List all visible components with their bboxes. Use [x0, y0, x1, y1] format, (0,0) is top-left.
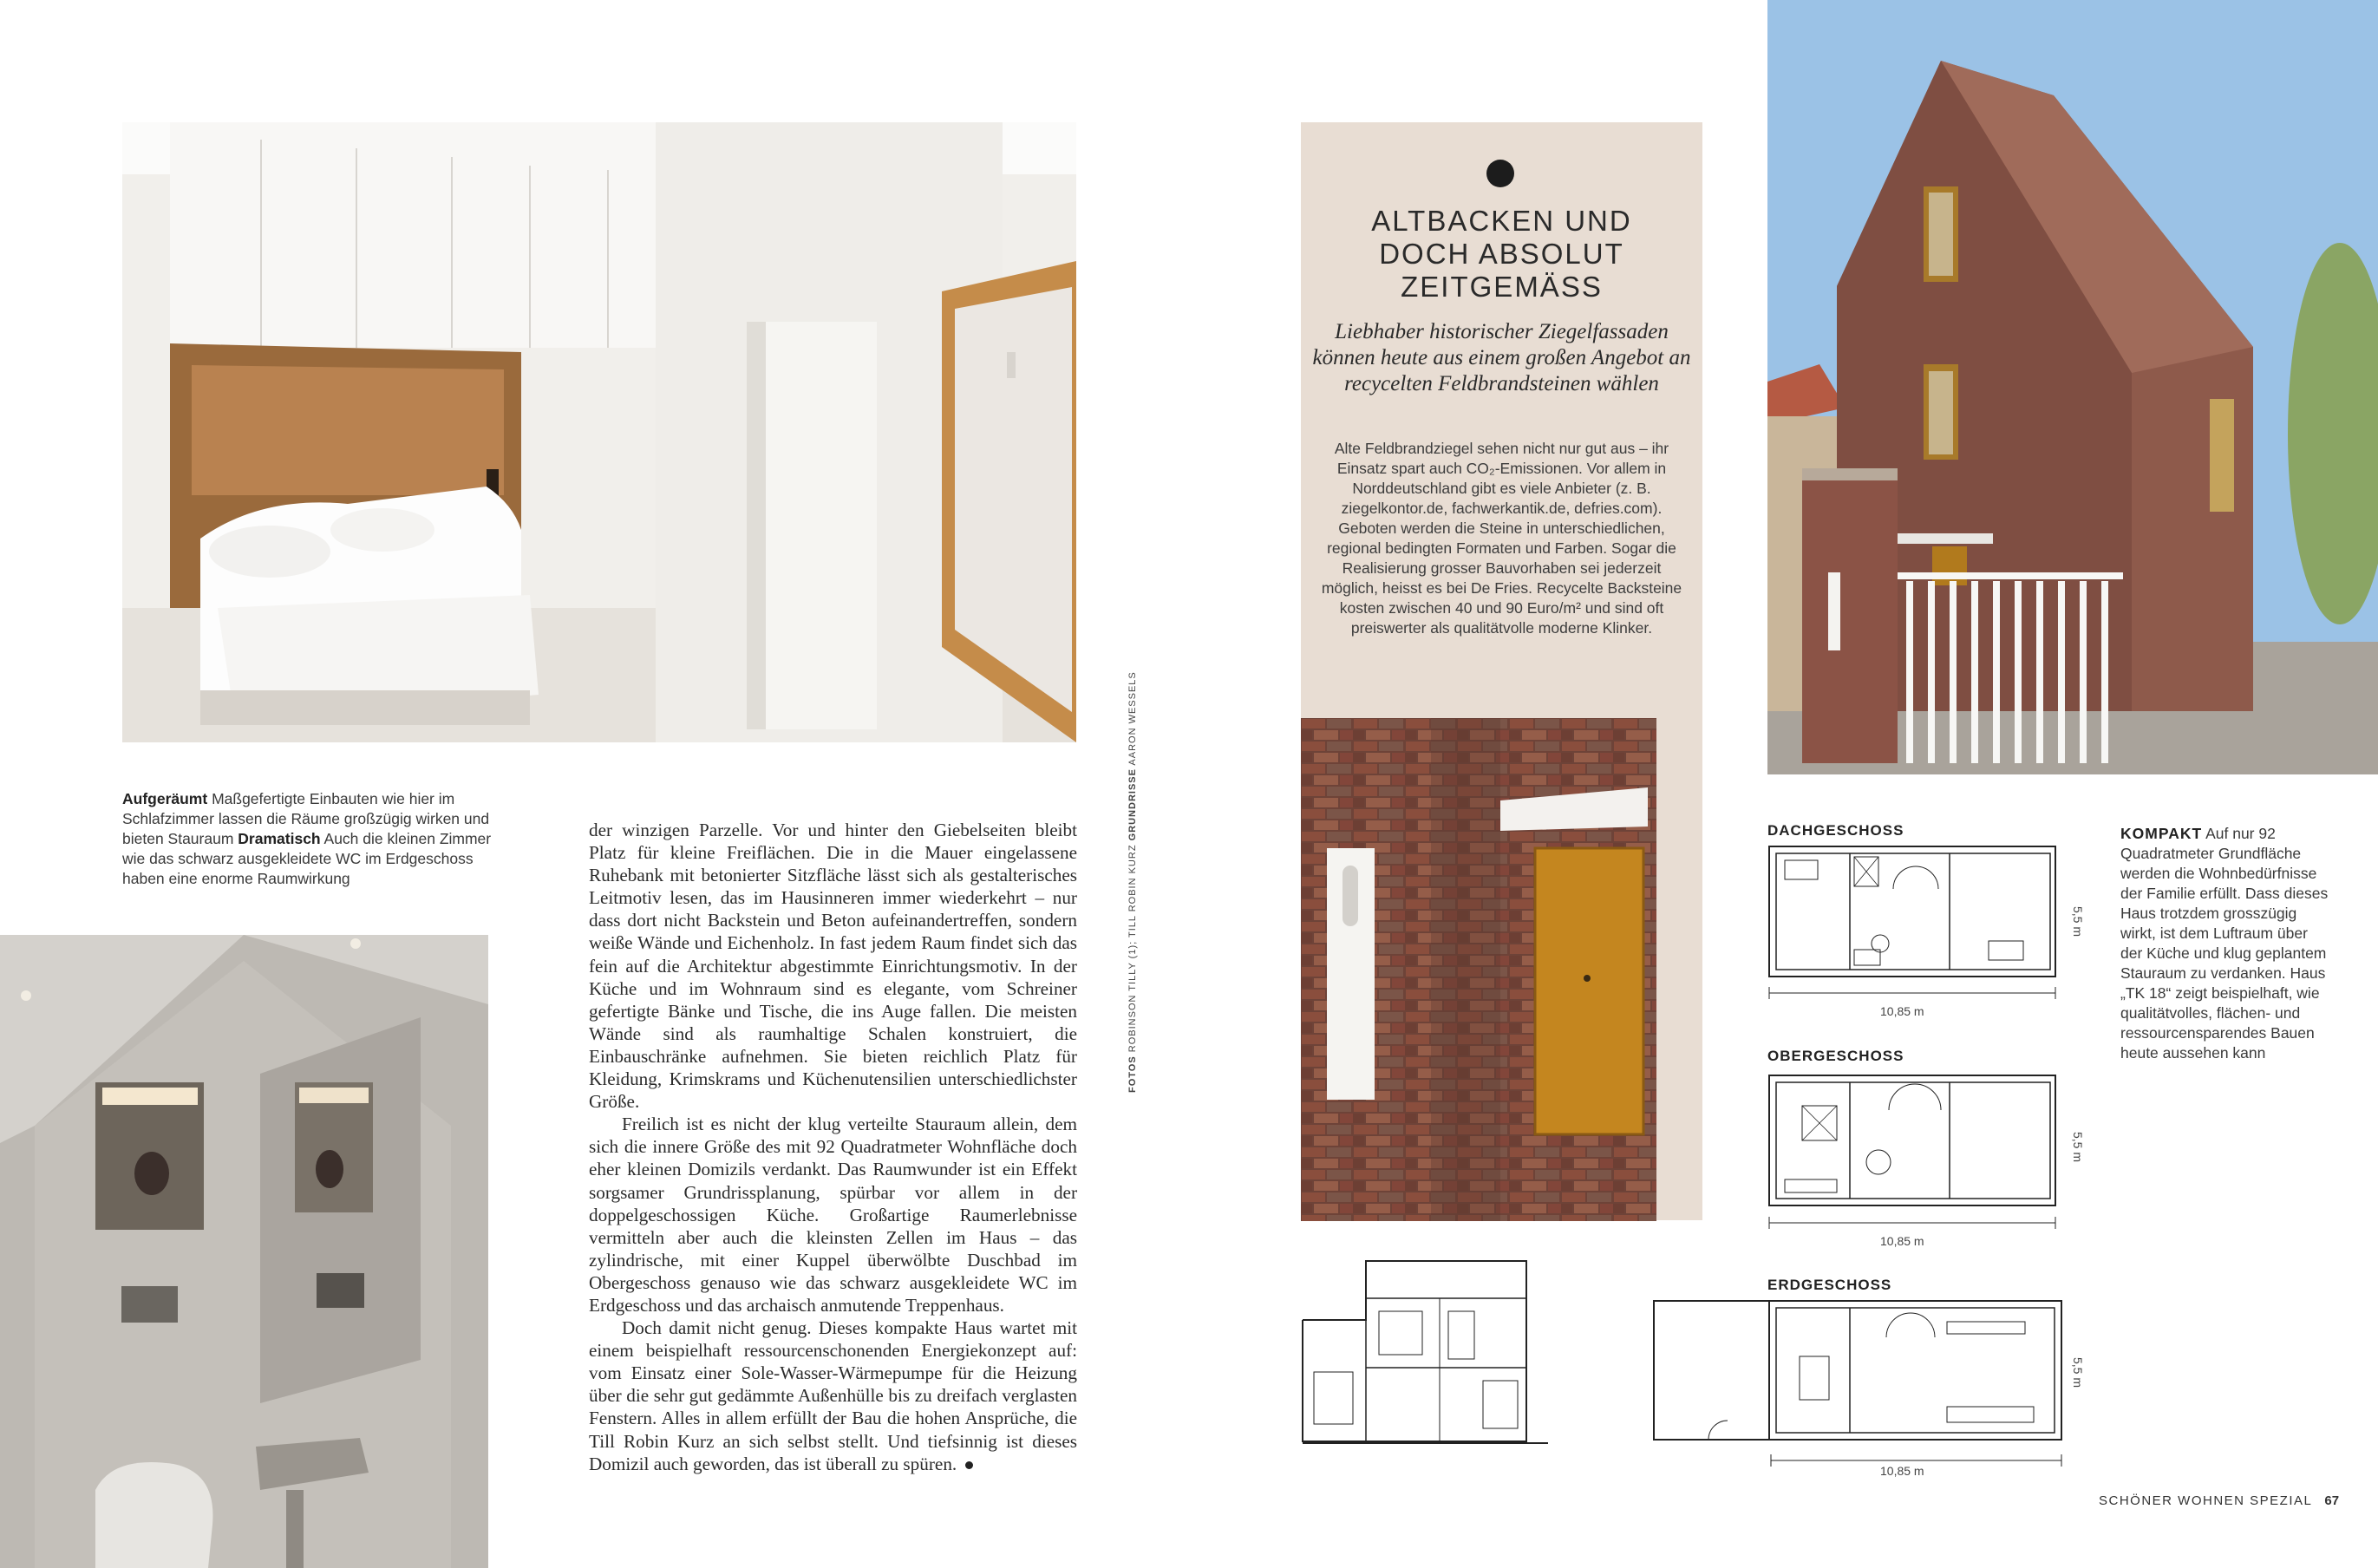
erdgeschoss-depth-dim: 5,5 m — [2071, 1357, 2085, 1388]
obergeschoss-plan — [1767, 1067, 2062, 1232]
erdgeschoss-plan — [1652, 1296, 2068, 1469]
kompakt-text — [2120, 824, 2329, 1063]
sidebar-title — [1301, 205, 1702, 304]
photo-credit — [1127, 671, 1138, 1093]
page-footer — [2099, 1493, 2339, 1508]
dachgeschoss-label: DACHGESCHOSS — [1767, 822, 1904, 839]
caption-text-1: Maßgefertigte Einbauten wie hier im Schlafzimmer lassen die Räume großzügig wirken und bieten Stauraum — [122, 790, 490, 847]
body-paragraph-2: Freilich ist es nicht der klug verteilte Stauraum allein, dem sich die innere Größe des mit 92 Quadratmeter Wohnfläche doch eher kleinen Domizils verdankt. Das Raumwunder ist ein Effekt sorgsamer Grundrissplanung, spürbar vor allem in der doppelgeschossigen Küche. Großartige Raumerlebnisse vermitteln aber auch die kleinsten Zellen im Haus – das zylindrische, mit einer Kuppel überwölbte Duschbad im Obergeschoss genauso wie das schwarz ausgekleidete WC im Erdgeschoss und das archaisch anmutende Treppenhaus. — [589, 1114, 1077, 1316]
sidebar-title-line-3: ZEITGEMÄSS — [1401, 271, 1603, 303]
credit-text-fotos: ROBINSON TILLY (1); TILL ROBIN KURZ — [1127, 844, 1138, 1053]
page-number: 67 — [2324, 1493, 2340, 1508]
sidebar-title-line-1: ALTBACKEN UND — [1371, 205, 1632, 237]
wc-photo — [0, 935, 488, 1568]
body-paragraph-3 — [589, 1316, 1077, 1475]
obergeschoss-label: OBERGESCHOSS — [1767, 1048, 1904, 1064]
brick-mailbox-photo — [1301, 718, 1656, 1221]
sidebar-text: Alte Feldbrandziegel sehen nicht nur gut aus – ihr Einsatz spart auch CO₂-Emissionen. Vor allem in Norddeutschland gibt es viele Anbieter (z. B. ziegelkontor.de, fachwerkantik.de, defries.com). Geboten werden die Steine in unterschiedlichen, regional bedingten Formaten und Farben. Sogar die Realisierung grosser Bauvorhaben sei jederzeit möglich, heisst es bei De Fries. Recycelte Backsteine kosten zwischen 40 und 90 Euro/m² und sind oft preiswerter als qualitätvolle moderne Klinker. — [1321, 440, 1682, 637]
obergeschoss-width-dim: 10,85 m — [1880, 1234, 1924, 1248]
section-drawing — [1301, 1259, 1552, 1446]
article-body — [589, 819, 1077, 1475]
sidebar-title-line-2: DOCH ABSOLUT — [1379, 238, 1624, 270]
dachgeschoss-depth-dim: 5,5 m — [2071, 906, 2085, 938]
dachgeschoss-width-dim: 10,85 m — [1880, 1004, 1924, 1018]
sidebar-lead: Liebhaber historischer Ziegelfassaden können heute aus einem großen Angebot an recycelten Feldbrandsteinen wählen — [1312, 320, 1691, 395]
caption-text-2: Auch die kleinen Zimmer wie das schwarz ausgekleidete WC im Erdgeschoss haben eine enorme Raumwirkung — [122, 830, 492, 887]
end-mark — [965, 1461, 973, 1469]
kompakt-body: Auf nur 92 Quadratmeter Grundfläche werden die Wohnbedürfnisse der Familie erfüllt. Dass dieses Haus trotzdem grosszügig wirkt, ist dem Luftraum über der Küche und klug geplantem Stauraum zu verdanken. Haus „TK 18“ zeigt beispielhaft, wie qualitätvolles, flächen- und ressourcensparendes Bauen heute aussehen kann — [2120, 825, 2329, 1062]
erdgeschoss-label: ERDGESCHOSS — [1767, 1277, 1892, 1293]
kompakt-head: KOMPAKT — [2120, 825, 2203, 842]
caption-head-2: Dramatisch — [238, 830, 321, 847]
body-paragraph-1: der winzigen Parzelle. Vor und hinter den Giebelseiten bleibt Platz für kleine Freiflächen. Die in die Mauer eingelassene Ruhebank mit betonierter Sitzfläche lässt sich als gestalterisches Leitmotiv lesen, das im Hausinneren immer wiederkehrt – nur dass dort nicht Backstein und Beton aufeinandertreffen, sondern weiße Wände und Eichenholz. In fast jedem Raum findet sich das fein auf die Architektur abgestimmte Einrichtungsmotiv. In der Küche und im Wohnraum sind es elegante, vom Schreiner gefertigte Bänke und Tische, die ins Auge fallen. Die meisten Wände sind als raumhaltige Schalen konstruiert, die Einbauschränke aufnehmen. Sie bieten reichlich Platz für Kleidung, Krimskrams und Küchenutensilien unterschiedlichster Größe. — [589, 820, 1077, 1113]
photo-caption — [122, 789, 504, 889]
house-exterior-photo — [1767, 0, 2378, 774]
bedroom-photo — [122, 122, 1076, 742]
magazine-name: SCHÖNER WOHNEN SPEZIAL — [2099, 1493, 2313, 1508]
credit-label-grundrisse: GRUNDRISSE — [1127, 768, 1138, 841]
credit-label-fotos: FOTOS — [1127, 1055, 1138, 1093]
body-paragraph-3-text: Doch damit nicht genug. Dieses kompakte Haus wartet mit einem beispielhaft ressourcenschonenden Energiekonzept auf: vom Einsatz einer Sole-Wasser-Wärmepumpe für die Heizung über die sehr gut gedämmte Außenhülle bis zu dreifach verglasten Fenstern. Alles in allem erfüllt der Bau die hohen Ansprüche, die Till Robin Kurz an sich selbst stellt. Und tiefsinnig ist dieses Domizil auch geworden, das ist überall zu spüren. — [589, 1317, 1077, 1474]
bullet-dot-icon — [1486, 160, 1514, 187]
dachgeschoss-plan — [1767, 841, 2062, 1006]
caption-head-1: Aufgeräumt — [122, 790, 208, 807]
obergeschoss-depth-dim: 5,5 m — [2071, 1132, 2085, 1163]
credit-text-grundrisse: AARON WESSELS — [1127, 671, 1138, 766]
erdgeschoss-width-dim: 10,85 m — [1880, 1464, 1924, 1478]
